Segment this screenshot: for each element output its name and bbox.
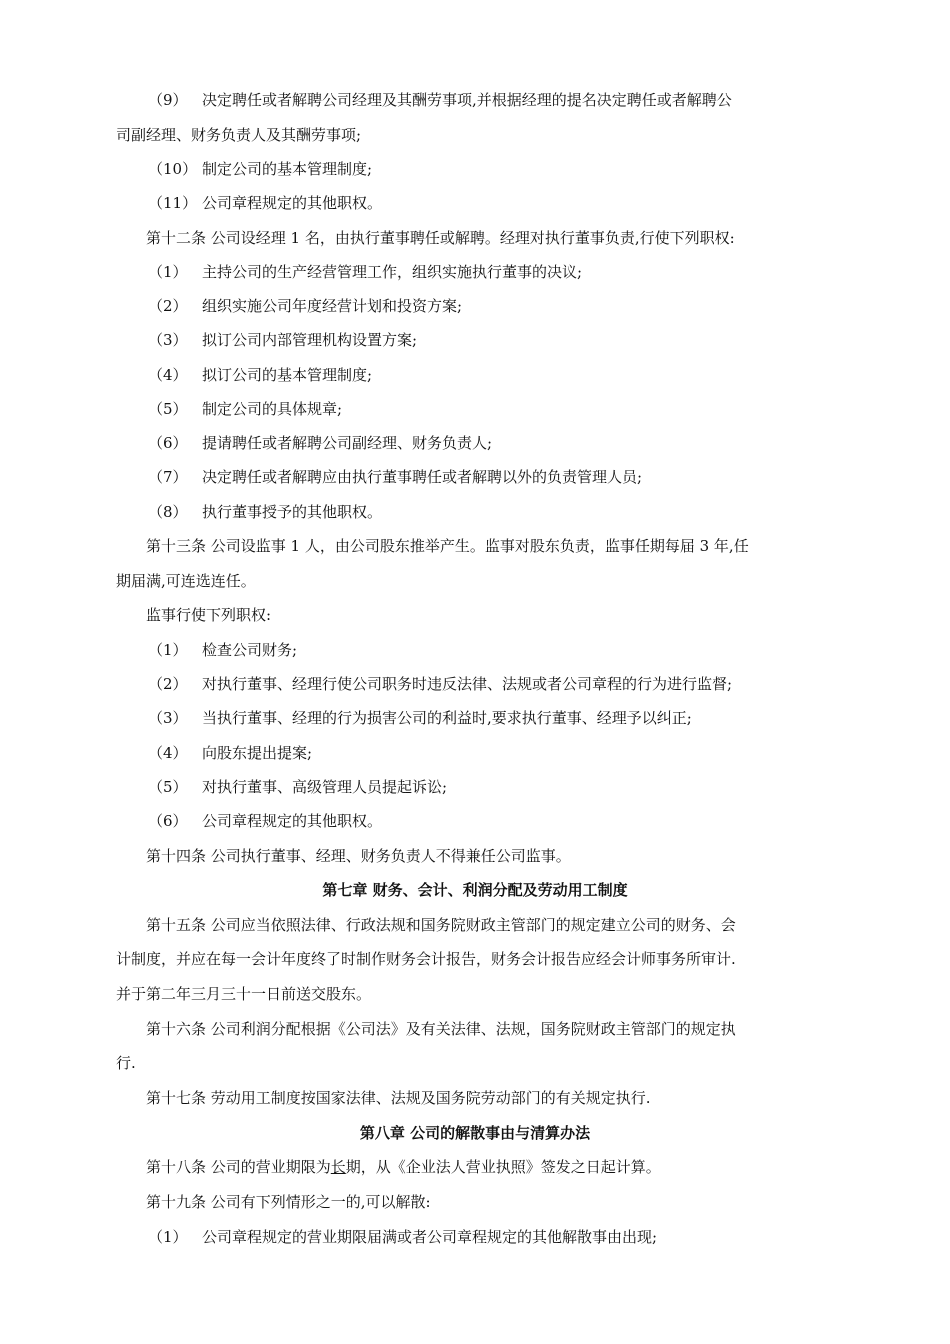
article-paragraph: 第十四条 公司执行董事、经理、财务负责人不得兼任公司监事。 <box>146 847 571 865</box>
article-paragraph: 第十七条 劳动用工制度按国家法律、法规及国务院劳动部门的有关规定执行. <box>146 1089 651 1107</box>
article-paragraph: 第十六条 公司利润分配根据《公司法》及有关法律、法规，国务院财政主管部门的规定执 <box>146 1020 736 1038</box>
article-paragraph: 第十五条 公司应当依照法律、行政法规和国务院财政主管部门的规定建立公司的财务、会 <box>146 916 736 934</box>
underlined-term: 长 <box>330 1158 346 1176</box>
article-paragraph: 第十二条 公司设经理 1 名，由执行董事聘任或解聘。经理对执行董事负责,行使下列职权: <box>146 229 735 247</box>
paragraph-continuation: 期届满,可连选连任。 <box>116 572 256 590</box>
paragraph-continuation: 并于第二年三月三十一日前送交股东。 <box>116 985 372 1003</box>
paragraph-continuation: 计制度，并应在每一会计年度终了时制作财务会计报告，财务会计报告应经会计师事务所审计. <box>116 950 736 968</box>
article-paragraph: 第十三条 公司设监事 1 人，由公司股东推举产生。监事对股东负责，监事任期每届 3 年,任 <box>146 537 749 555</box>
chapter-heading: 第八章 公司的解散事由与清算办法 <box>359 1124 591 1142</box>
document-page: （9） 决定聘任或者解聘公司经理及其酬劳事项,并根据经理的提名决定聘任或者解聘公 司副经理、财务负责人及其酬劳事项; （10） 制定公司的基本管理制度; （11） 公司章程规定的其他职权。 第十二条 公司设经理 1 名，由执行董事聘任或解聘。经理对执行董事负责,行使下列职权: （1） 主持公司的生产经营管理工作，组织实施执行董事的决议; （2） 组织实施公司年度经营计划和投资方案; （3） 拟订公司内部管理机构设置方案; （4） 拟订公司的基本管理制度; （5） 制定公司的具体规章; （6） 提请聘任或者解聘公司副经理、财务负责人; （7） 决定聘任或者解聘应由执行董事聘任或者解聘以外的负责管理人员; （8） 执行董事授予的其他职权。 第十三条 公司设监事 1 人，由公司股东推举产生。监事对股东负责，监事任期每届 3 年,任 期届满,可连选连任。 监事行使下列职权: （1） 检查公司财务; （2） 对执行董事、经理行使公司职务时违反法律、法规或者公司章程的行为进行监督; （3） 当执行董事、经理的行为损害公司的利益时,要求执行董事、经理予以纠正; （4） 向股东提出提案; （5） 对执行董事、高级管理人员提起诉讼; （6） 公司章程规定的其他职权。 第十四条 公司执行董事、经理、财务负责人不得兼任公司监事。 第七章 财务、会计、利润分配及劳动用工制度 第十五条 公司应当依照法律、行政法规和国务院财政主管部门的规定建立公司的财务、会 计制度，并应在每一会计年度终了时制作财务会计报告，财务会计报告应经会计师事务所审计. 并于第二年三月三十一日前送交股东。 第十六条 公司利润分配根据《公司法》及有关法律、法规，国务院财政主管部门的规定执 行. 第十七条 劳动用工制度按国家法律、法规及国务院劳动部门的有关规定执行. 第八章 公司的解散事由与清算办法 第十八条 公司的营业期限为长期，从《企业法人营业执照》签发之日起计算。 第十九条 公司有下列情形之一的,可以解散: （1） 公司章程规定的营业期限届满或者公司章程规定的其他解散事由出现; <box>0 0 950 1344</box>
paragraph-continuation: 行. <box>116 1054 136 1072</box>
article-paragraph: 第十八条 公司的营业期限为长期，从《企业法人营业执照》签发之日起计算。 <box>146 1158 661 1176</box>
article-paragraph: 第十九条 公司有下列情形之一的,可以解散: <box>146 1193 431 1211</box>
article-paragraph: 监事行使下列职权: <box>146 606 272 624</box>
paragraph-continuation: 司副经理、财务负责人及其酬劳事项; <box>116 126 362 144</box>
chapter-heading: 第七章 财务、会计、利润分配及劳动用工制度 <box>322 881 628 899</box>
